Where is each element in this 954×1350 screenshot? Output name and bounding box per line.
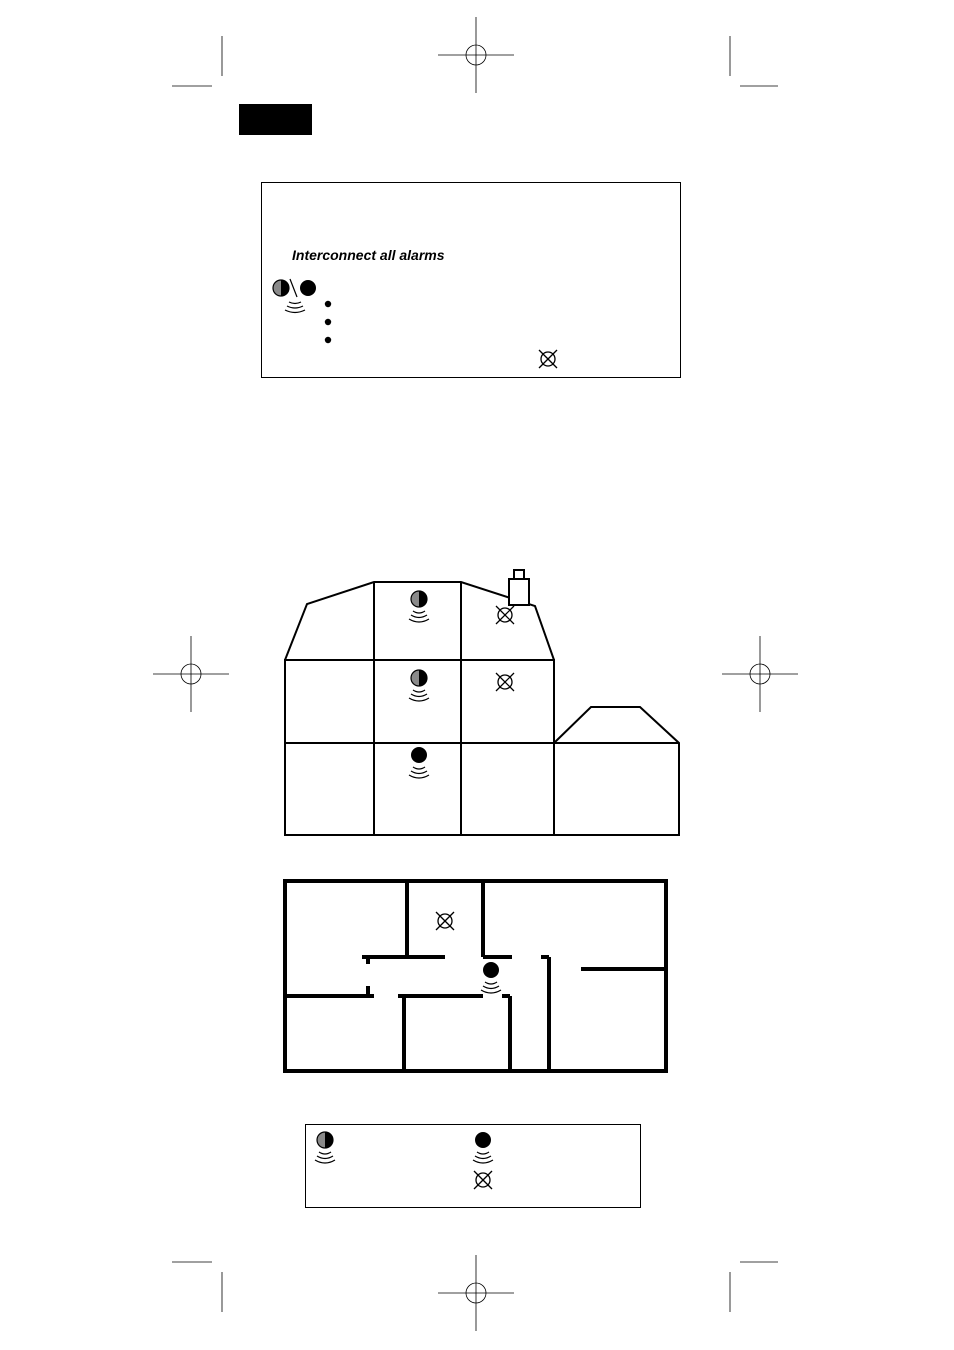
crop-marks [172, 36, 778, 1312]
registration-mark-top-icon [438, 17, 514, 93]
legend-ionisation-alarm-icon [315, 1132, 335, 1163]
heat-alarm-kitchen-icon [436, 912, 454, 930]
floor-plan-diagram [285, 881, 666, 1071]
house-elevation-diagram [285, 570, 679, 835]
optical-alarm-hallway-icon [481, 962, 501, 993]
legend-optical-alarm-icon [473, 1132, 493, 1163]
bullet-3 [325, 337, 331, 343]
info-bullets [325, 301, 331, 343]
ionisation-alarm-first-floor-icon [409, 670, 429, 701]
optical-alarm-ground-floor-icon [409, 747, 429, 778]
interconnect-alarm-pair-icon [273, 279, 316, 313]
registration-mark-left-icon [153, 636, 229, 712]
heat-alarm-inline-icon [539, 350, 557, 368]
ionisation-alarm-loft-icon [409, 591, 429, 622]
bullet-1 [325, 301, 331, 307]
registration-mark-right-icon [722, 636, 798, 712]
registration-mark-bottom-icon [438, 1255, 514, 1331]
legend-heat-alarm-icon [474, 1171, 492, 1189]
bullet-2 [325, 319, 331, 325]
heat-alarm-first-floor-icon [496, 673, 514, 691]
heat-alarm-loft-icon [496, 606, 514, 624]
info-box-title: Interconnect all alarms [292, 247, 445, 263]
